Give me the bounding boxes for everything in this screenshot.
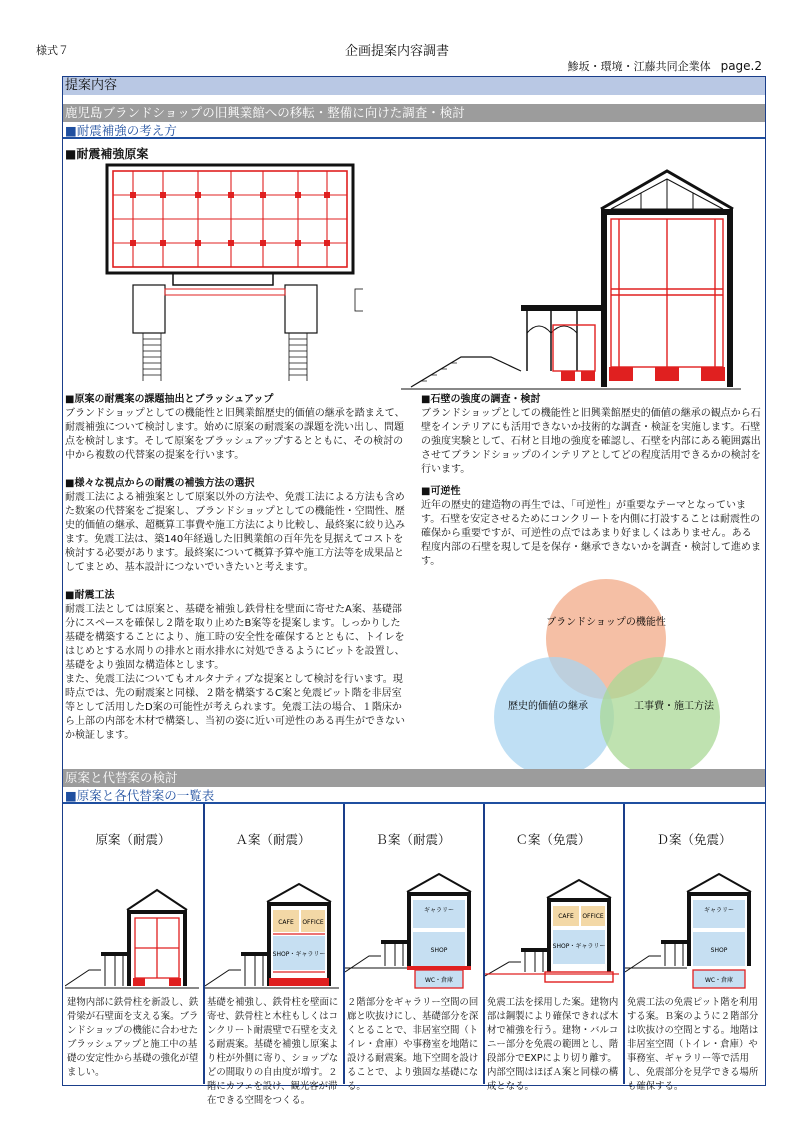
right-text-column	[421, 393, 761, 569]
floor-plan-drawing	[103, 163, 363, 385]
left-text-column	[65, 393, 410, 743]
candidate-description: 免震工法を採用した案。建物内部は鋼製により確保できれば木材で補強を行う。建物・バルコニー部分を免震の範囲とし、階段部分でEXPにより切り離す。内部空間はほぼＡ案と同様の構成となる。	[487, 997, 619, 1092]
wc-label: WC・倉庫	[704, 977, 734, 984]
candidate-title: Ｃ案（免震）	[515, 832, 591, 847]
gallery-label: ギャラリー	[423, 907, 455, 914]
compare-heading: ■原案と各代替案の一覧表	[63, 787, 765, 804]
candidate-original	[63, 804, 205, 1084]
cafe-label: CAFE	[278, 919, 294, 926]
candidate-title: Ｄ案（免震）	[656, 832, 732, 847]
section-drawing	[401, 157, 741, 397]
issue-title: ■原案の耐震案の課題抽出とブラッシュアップ	[65, 394, 274, 405]
office-label: OFFICE	[302, 919, 324, 926]
candidate-title: 原案（耐震）	[95, 832, 171, 847]
candidates-table	[63, 804, 765, 1106]
stonewall-paragraph: ブランドショップとしての機能性と旧興業館歴史的価値の継承の観点から石壁をインテリアにも活用できないか技術的な調査・検証を実施します。石壁の強度実験として、石材と目地の強度を確認し、石壁を内部にある範囲露出させてブランドショップのインテリアとしてどの程度活用できるかの検討を行います。	[421, 408, 761, 475]
venn-label-left: 歴史的価値の継承	[508, 701, 588, 712]
document-title: 企画提案内容調書	[344, 44, 449, 59]
reinforce-subheading: ■耐震補強原案	[65, 147, 149, 161]
candidate-description: 免震工法の免震ピット階を利用する案。Ｂ案のように２階部分は吹抜けの空間とする。地階は非居室空間（トイレ・倉庫）や事務室、ギャラリー等で活用し、免震部分を見学できる場所も確保する。	[627, 997, 759, 1092]
form-label: 様式７	[36, 44, 69, 57]
cafe-label: CAFE	[558, 913, 574, 920]
gallery-area	[693, 900, 745, 928]
compare-bar: 原案と代替案の検討	[63, 769, 765, 787]
gallery-area	[413, 900, 465, 928]
venn-label-top: ブランドショップの機能性	[546, 617, 666, 628]
venn-diagram	[468, 577, 728, 777]
candidate-b	[343, 804, 485, 1092]
gallery-label: ギャラリー	[703, 907, 735, 914]
candidate-a-diagram	[205, 862, 339, 992]
issue-paragraph: ブランドショップとしての機能性と旧興業館歴史的価値の継承を踏まえて、耐震補強について検討します。始めに原案の耐震案の課題を洗い出し、問題点を検討します。そして原案をブラッシュアップするとともに、その検討の中から複数の代替案の提案を行います。	[65, 408, 405, 461]
candidate-b-diagram	[345, 862, 479, 992]
candidate-description: 基礎を補強し、鉄骨柱を壁面に寄せ、鉄骨柱と木柱もしくはコンクリート耐震壁で石壁を支える耐震案。基礎を補強し原案より柱が外側に寄り、ショップなどの間取りの自由度が増す。２階にカフェを設け、観光客が滞在できる空間をつくる。	[207, 997, 339, 1106]
main-section-bar: 提案内容	[63, 77, 765, 95]
candidate-description: ２階部分をギャラリー空間の回廊と吹抜けにし、基礎部分を深くとることで、非居室空間（トイレ・倉庫）や事務室を地階に設ける耐震案。地下空間を設けることで、より強固な基礎になる。	[347, 997, 479, 1092]
shop-gallery-label: SHOP・ギャラリー	[272, 951, 326, 958]
project-bar: 鹿児島ブランドショップの旧興業館への移転・整備に向けた調査・検討	[63, 104, 765, 122]
candidate-description: 建物内部に鉄骨柱を新設し、鉄骨梁が石壁面を支える案。ブランドショップの機能に合わせたブラッシュアップと施工中の基礎の安定性から基礎の強化が望ましい。	[67, 997, 199, 1078]
shop-label: SHOP	[710, 947, 728, 954]
wc-label: WC・倉庫	[424, 977, 454, 984]
reinforce-heading: ■耐震補強の考え方	[63, 122, 765, 139]
candidate-c-diagram	[485, 862, 619, 992]
shop-gallery-label: SHOP・ギャラリー	[552, 943, 606, 950]
candidate-d	[623, 804, 765, 1092]
venn-circle-right	[600, 657, 720, 777]
page-number: page.2	[720, 59, 762, 73]
venn-circle-left	[494, 657, 614, 777]
venn-label-right: 工事費・施工方法	[634, 701, 714, 712]
method-title: ■様々な視点からの耐震の補強方法の選択	[65, 478, 255, 489]
seismic-title: ■耐震工法	[65, 590, 115, 601]
method-paragraph: 耐震工法による補強案として原案以外の方法や、免震工法による方法も含めた数案の代替案をご提案し、ブランドショップとしての機能性・空間性、歴史的価値の継承、超概算工事費や施工方法により比較し、最終案に絞り込みます。免震工法は、築140年経過した旧興業館の百年先を見据えてコストを検討する必要があります。最終案について概算予算や施工方法等を成果品としてまとめ、基本設計につないでいきたいと考えます。	[65, 492, 405, 573]
candidate-a	[203, 804, 345, 1106]
shop-label: SHOP	[430, 947, 448, 954]
office-label: OFFICE	[582, 913, 604, 920]
candidate-title: Ｂ案（耐震）	[375, 832, 451, 847]
candidate-title: Ａ案（耐震）	[235, 832, 311, 847]
seismic-paragraph-2: また、免震工法についてもオルタナティブな提案として検討を行います。現時点では、先の耐震案と同様、２階を構築するC案と免震ピット階を非居室等として活用したD案の可能性が考えられます。免震工法の場合、１階床から上部の内部を木材で構築し、当初の姿に近い可逆性のある再生ができないか検証します。	[65, 674, 405, 741]
candidate-d-diagram	[625, 862, 759, 992]
company-name: 鯵坂・環境・江藤共同企業体	[567, 60, 711, 73]
header-right	[568, 58, 762, 74]
reversibility-paragraph: 近年の歴史的建造物の再生では、「可逆性」が重要なテーマとなっています。石壁を安定させるためにコンクリートを内側に打設することは耐震性の確保から重要ですが、可逆性の点ではあまり好ましくはありません。ある程度内部の石壁を現して是を保存・継承できないかを調査・検討して進めます。	[421, 500, 761, 567]
seismic-paragraph-1: 耐震工法としては原案と、基礎を補強し鉄骨柱を壁面に寄せたA案、基礎部分にスペースを確保し２階を取り止めたB案等を提案します。しっかりした基礎を構築することにより、施工時の安全性を確保するとともに、トイレをはじめとする水周りの排水と雨水排水に対処できるようにピットを設置し、基礎をより強固な構造体とします。	[65, 604, 405, 671]
stonewall-title: ■石壁の強度の調査・検討	[421, 394, 541, 405]
reversibility-title: ■可逆性	[421, 486, 461, 497]
candidate-original-diagram	[65, 862, 199, 992]
content-frame	[62, 76, 766, 1106]
candidate-c	[483, 804, 625, 1092]
